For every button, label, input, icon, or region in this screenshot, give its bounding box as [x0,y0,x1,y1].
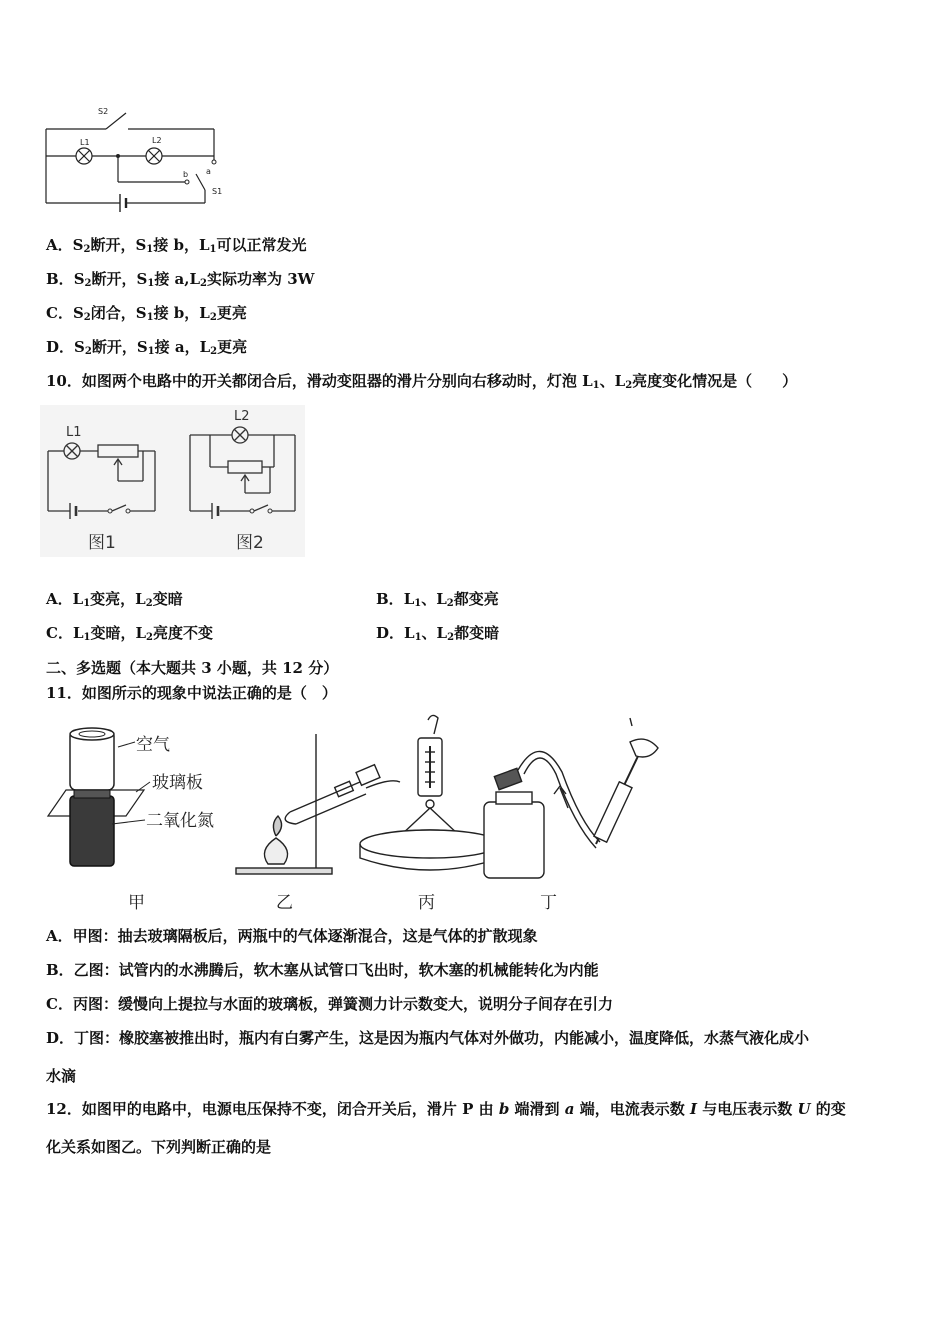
q11-figure [40,712,670,914]
label-no2: 二氧化氮 [146,811,214,831]
label-b: b [183,170,189,179]
fig2-caption: 图2 [236,533,264,553]
q10-option-c: C．$L_1$变暗，$L_2$亮度不变 [46,624,214,643]
q10-option-a: A．$L_1$变亮，$L_2$变暗 [46,590,183,609]
caption-jia: 甲 [128,893,145,913]
fig1-lamp-label: L1 [66,425,82,440]
q11-option-d-line1: D．丁图：橡胶塞被推出时，瓶内有白雾产生，这是因为瓶内气体对外做功，内能减小，温度降低，水蒸气液化成小 [46,1029,810,1047]
fig2-lamp-label: L2 [234,409,250,424]
label-s2: S2 [98,107,109,116]
fig-bing [360,715,500,870]
fig-ding [484,718,658,878]
battery-icon [120,194,126,212]
label-l2: L2 [152,136,162,145]
fig-jia [48,728,150,866]
q10-option-d: D．$L_1$、$L_2$都变暗 [376,624,500,643]
caption-ding: 丁 [540,893,557,913]
q10-stem: 10．如图两个电路中的开关都闭合后，滑动变阻器的滑片分别向右移动时，灯泡 $L_1$、$L_2$亮度变化情况是（ ） [46,372,798,391]
q9-option-a: A．$S_2$断开，$S_1$接 b，$L_1$可以正常发光 [46,236,307,255]
q12-stem-line1: 12．如图甲的电路中，电源电压保持不变，闭合开关后，滑片 P 由 b 端滑到 a 端，电流表示数 I 与电压表示数 U 的变 [46,1100,846,1118]
q12-stem-line2: 化关系如图乙。下列判断正确的是 [46,1138,272,1156]
q9-option-c: C．$S_2$闭合，$S_1$接 b，$L_2$更亮 [46,304,247,323]
q10-option-b: B．$L_1$、$L_2$都变亮 [376,590,499,609]
q11-option-c: C．丙图：缓慢向上提拉与水面的玻璃板，弹簧测力计示数变大，说明分子间存在引力 [46,995,613,1013]
q10-figure [40,405,305,557]
label-air: 空气 [136,735,170,755]
lamp-l2-icon [146,148,162,164]
q9-circuit-diagram [40,100,230,220]
q9-option-b: B．$S_2$断开，$S_1$接 $a,L_2$实际功率为 3W [46,270,315,289]
lamp-l1-fig1-icon [64,443,80,459]
fig1-caption: 图1 [88,533,116,553]
label-a: a [206,167,211,176]
caption-yi: 乙 [276,893,293,913]
q9-option-d: D．$S_2$断开，$S_1$接 a，$L_2$更亮 [46,338,248,357]
lamp-l2-fig2-icon [232,427,248,443]
q11-option-b: B．乙图：试管内的水沸腾后，软木塞从试管口飞出时，软木塞的机械能转化为内能 [46,961,599,979]
section-title: 二、多选题（本大题共 3 小题，共 12 分） [46,659,339,677]
label-l1: L1 [80,138,90,147]
q11-option-a: A．甲图：抽去玻璃隔板后，两瓶中的气体逐渐混合，这是气体的扩散现象 [46,927,538,945]
caption-bing: 丙 [418,893,435,913]
lamp-l1-icon [76,148,92,164]
label-glass: 玻璃板 [152,773,203,793]
label-s1: S1 [212,187,223,196]
q11-option-d-line2: 水滴 [46,1067,77,1085]
q11-stem: 11．如图所示的现象中说法正确的是（ ） [46,684,337,702]
